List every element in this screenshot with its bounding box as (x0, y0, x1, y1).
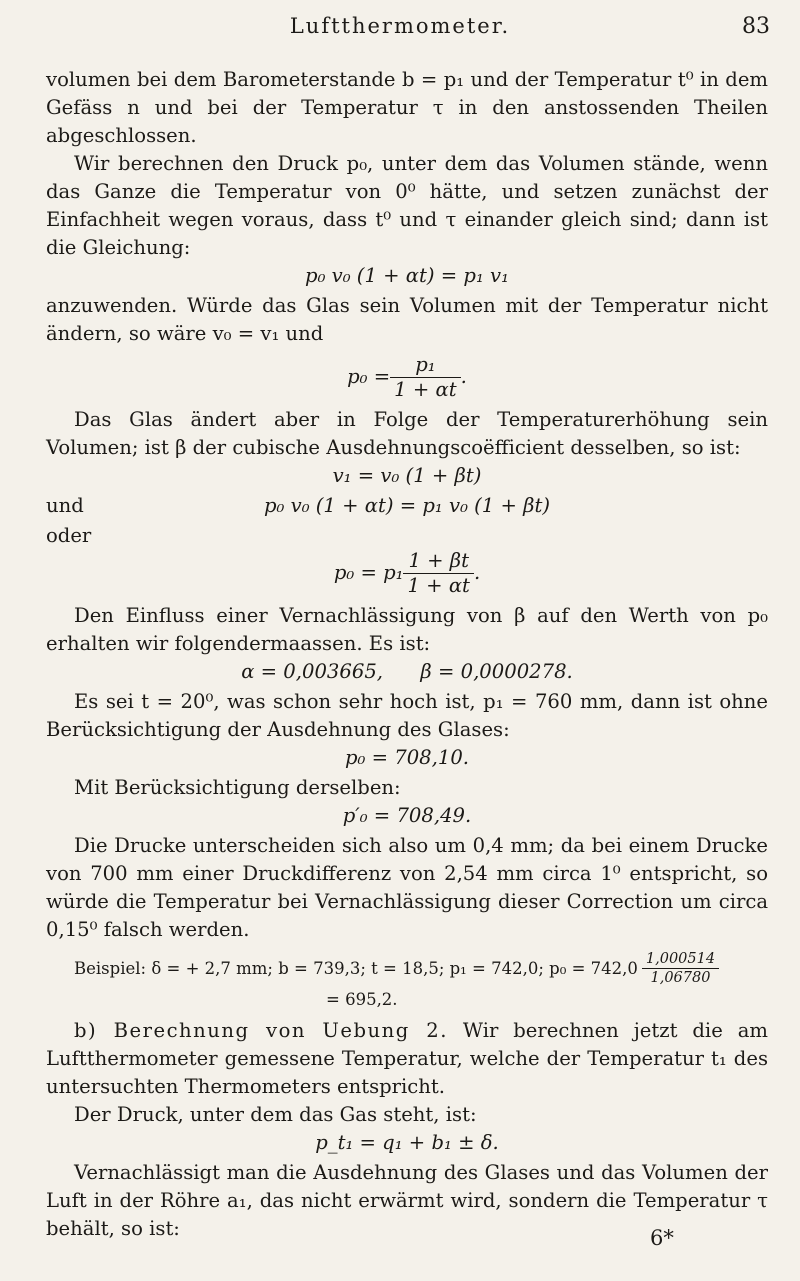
fraction (642, 950, 719, 987)
equation: p_t₁ = q₁ + b₁ ± δ. (315, 1131, 499, 1154)
equation-end: . (460, 365, 467, 388)
fraction-numerator: 1 + βt (403, 549, 473, 574)
section-heading: b) Berechnung von Uebung 2. (74, 1019, 448, 1042)
paragraph: volumen bei dem Barometerstande b = p₁ und der Temperatur t⁰ in dem Gefäss n und bei der Temperatur τ in den anstossenden Theilen abgeschlossen. (46, 68, 768, 147)
fraction-numerator: 1,000514 (642, 950, 719, 969)
paragraph-text: Wir berechnen jetzt die am Luftthermometer gemessene Temperatur, welche der Temperatur t₁ des untersuchten Thermometers entspricht. (46, 1019, 768, 1098)
page-header (0, 14, 800, 44)
paragraph (46, 1017, 768, 1101)
equation-lhs: p₀ = p₁ (333, 561, 404, 584)
equation-lhs: p₀ = (347, 365, 391, 388)
paragraph: anzuwenden. Würde das Glas sein Volumen mit der Temperatur nicht ändern, so wäre v₀ = v₁ und (46, 294, 768, 345)
example-block (46, 950, 768, 1013)
fraction-numerator: p₁ (390, 353, 460, 378)
signature-mark: 6* (650, 1226, 674, 1250)
equation: v₁ = v₀ (1 + βt) (332, 464, 482, 487)
paragraph: Mit Berücksichtigung derselben: (74, 776, 401, 799)
page-body (46, 66, 768, 1243)
equation-line (46, 262, 768, 292)
equation-line (46, 522, 768, 547)
equation-line (46, 744, 768, 774)
label-und: und (46, 494, 84, 517)
equation-line (46, 492, 768, 522)
paragraph: Der Druck, unter dem das Gas steht, ist: (74, 1103, 477, 1126)
paragraph: Das Glas ändert aber in Folge der Temperaturerhöhung sein Volumen; ist β der cubische Ausdehnungscoëfficient desselben, so ist: (46, 408, 768, 459)
equation (46, 544, 768, 602)
equation-line (46, 1129, 768, 1159)
fraction (403, 549, 473, 598)
fraction-denominator: 1 + αt (407, 573, 470, 597)
example-result: = 695,2. (326, 990, 398, 1009)
page-number: 83 (742, 14, 770, 39)
equation (46, 348, 768, 406)
equation-end: . (473, 561, 481, 584)
equation: p′₀ = 708,49. (342, 804, 472, 827)
fraction (390, 353, 460, 402)
equation: p₀ v₀ (1 + αt) = p₁ v₁ (305, 264, 509, 287)
fraction-denominator: 1 + αt (394, 377, 457, 401)
example-lead: Beispiel: δ = + 2,7 mm; b = 739,3; t = 18,5; p₁ = 742,0; p₀ = 742,0 (74, 958, 638, 978)
running-head: Luftthermometer. (289, 14, 511, 38)
equation: α = 0,003665, β = 0,0000278. (241, 660, 573, 683)
equation-line (46, 462, 768, 492)
label-oder: oder (46, 524, 92, 547)
paragraph: Die Drucke unterscheiden sich also um 0,4 mm; da bei einem Drucke von 700 mm einer Druckdifferenz von 2,54 mm circa 1⁰ entspricht, so würde die Temperatur bei Vernachlässigung dieser Correction um circa 0,15⁰ falsch werden. (46, 834, 768, 941)
fraction-denominator: 1,06780 (650, 970, 711, 986)
equation: p₀ = 708,10. (344, 746, 470, 769)
equation: p₀ v₀ (1 + αt) = p₁ v₀ (1 + βt) (264, 494, 550, 517)
equation-line (46, 802, 768, 832)
paragraph: Wir berechnen den Druck p₀, unter dem das Volumen stände, wenn das Ganze die Temperatur von 0⁰ hätte, und setzen zunächst der Einfachheit wegen voraus, dass t⁰ und τ einander gleich sind; dann ist die Gleichung: (46, 152, 768, 259)
paragraph: Es sei t = 20⁰, was schon sehr hoch ist, p₁ = 760 mm, dann ist ohne Berücksichtigung der Ausdehnung des Glases: (46, 690, 768, 741)
paragraph: Den Einfluss einer Vernachlässigung von β auf den Werth von p₀ erhalten wir folgendermaassen. Es ist: (46, 604, 768, 655)
equation-line (46, 658, 768, 688)
paragraph: Vernachlässigt man die Ausdehnung des Glases und das Volumen der Luft in der Röhre a₁, das nicht erwärmt wird, sondern die Temperatur τ behält, so ist: (46, 1161, 768, 1240)
